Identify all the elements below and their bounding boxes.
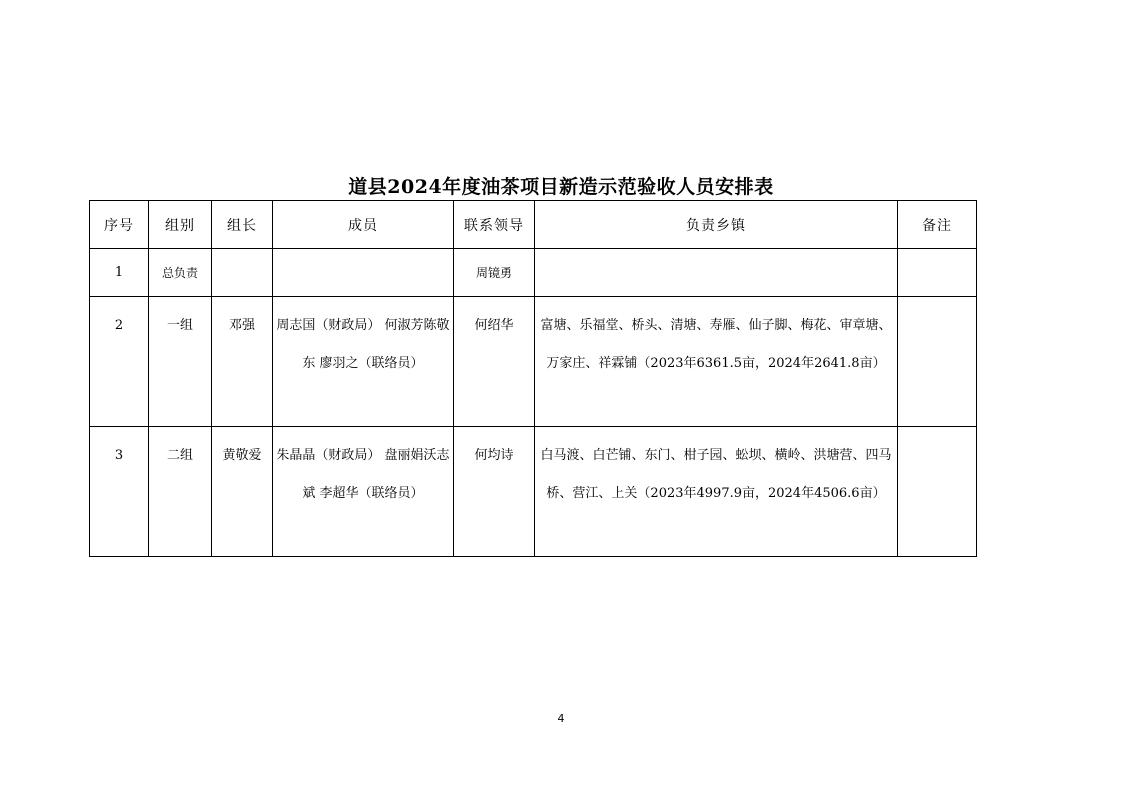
header-towns: 负责乡镇 [535,201,898,249]
cell-remarks [898,297,977,427]
header-seq: 序号 [90,201,149,249]
header-remarks: 备注 [898,201,977,249]
cell-group: 二组 [149,427,212,557]
header-group: 组别 [149,201,212,249]
page-title: 道县2024年度油茶项目新造示范验收人员安排表 [348,176,774,198]
table-row [90,427,977,557]
header-members: 成员 [273,201,454,249]
table-row [90,249,977,297]
cell-group: 总负责 [149,249,212,297]
cell-seq: 2 [90,297,149,427]
cell-members: 周志国（财政局） 何淑芳陈敬东 廖羽之（联络员） [273,297,454,427]
cell-towns [535,249,898,297]
cell-towns: 白马渡、白芒铺、东门、柑子园、蚣坝、横岭、洪塘营、四马桥、营江、上关（2023年4997.9亩，2024年4506.6亩） [535,427,898,557]
cell-contact-leader: 何均诗 [454,427,535,557]
table-row [90,297,977,427]
cell-leader: 邓强 [212,297,273,427]
cell-seq: 3 [90,427,149,557]
cell-members: 朱晶晶（财政局） 盘丽娟沃志斌 李超华（联络员） [273,427,454,557]
arrangement-table [89,200,977,557]
cell-seq: 1 [90,249,149,297]
cell-leader [212,249,273,297]
cell-remarks [898,427,977,557]
cell-contact-leader: 何绍华 [454,297,535,427]
cell-leader: 黄敬爱 [212,427,273,557]
header-leader: 组长 [212,201,273,249]
header-contact-leader: 联系领导 [454,201,535,249]
table-header-row [90,201,977,249]
page-number: 4 [557,712,565,725]
cell-contact-leader: 周镜勇 [454,249,535,297]
cell-remarks [898,249,977,297]
cell-members [273,249,454,297]
cell-towns: 富塘、乐福堂、桥头、清塘、寿雁、仙子脚、梅花、审章塘、万家庄、祥霖铺（2023年6361.5亩，2024年2641.8亩） [535,297,898,427]
cell-group: 一组 [149,297,212,427]
